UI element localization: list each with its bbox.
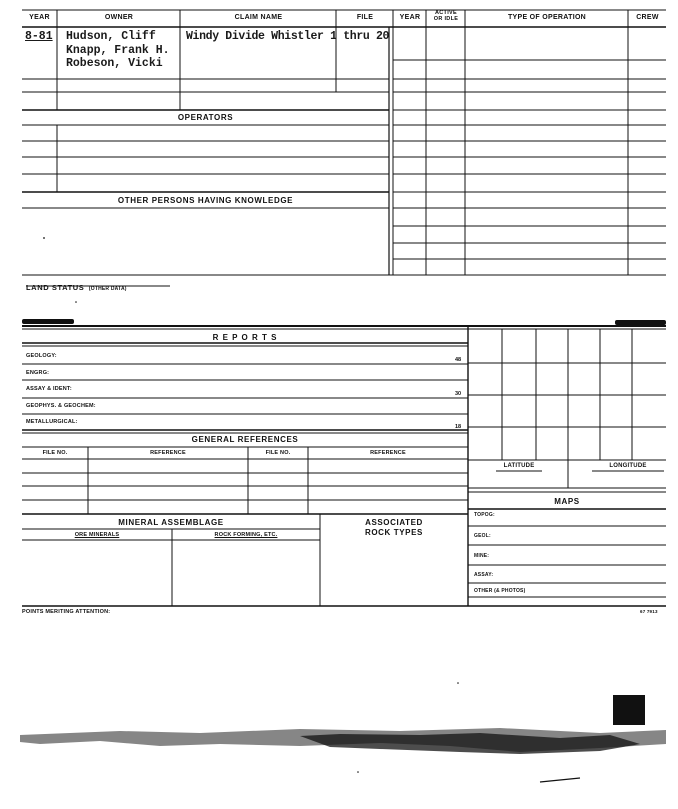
reports-heading: R E P O R T S [212, 333, 278, 342]
general-references-heading: GENERAL REFERENCES [191, 435, 299, 444]
longitude-label: LONGITUDE [609, 463, 647, 469]
gr-file-no-1: FILE NO. [42, 450, 68, 456]
form-number: 67 7913 [640, 609, 658, 614]
header-crew: CREW [636, 14, 659, 21]
land-status-heading [26, 277, 127, 295]
gr-reference-1: REFERENCE [150, 450, 186, 456]
latitude-label: LATITUDE [503, 463, 535, 469]
maps-mine-label: MINE: [474, 553, 490, 559]
header-year: YEAR [29, 14, 50, 21]
maps-topog-label: TOPOG: [474, 512, 495, 518]
header-type-of-operation: TYPE OF OPERATION [507, 14, 587, 21]
land-status-sublabel: (OTHER DATA) [88, 286, 127, 292]
points-meriting-attention-label: POINTS MERITING ATTENTION: [22, 609, 111, 615]
maps-other-label: OTHER (& PHOTOS) [474, 588, 526, 594]
header-owner: OWNER [104, 14, 134, 21]
header-file: FILE [356, 14, 374, 21]
operators-heading: OPERATORS [177, 113, 234, 122]
gr-file-no-2: FILE NO. [265, 450, 291, 456]
record-owner-1: Hudson, Cliff [66, 30, 156, 43]
mineral-assemblage-heading: MINERAL ASSEMBLAGE [118, 518, 224, 527]
record-owner-2: Knapp, Frank H. [66, 44, 170, 57]
ore-minerals-label: ORE MINERALS [74, 532, 120, 538]
report-geophys-label: GEOPHYS. & GEOCHEM: [26, 403, 96, 409]
other-persons-heading: OTHER PERSONS HAVING KNOWLEDGE [117, 196, 294, 205]
rock-forming-label: ROCK FORMING, ETC. [214, 532, 278, 538]
associated-label: ASSOCIATED [365, 518, 423, 527]
report-metallurgical-label: METALLURGICAL: [26, 419, 78, 425]
gr-reference-2: REFERENCE [370, 450, 406, 456]
maps-heading: MAPS [554, 497, 580, 506]
land-status-label: LAND STATUS [26, 283, 85, 292]
header-claim-name: CLAIM NAME [234, 14, 283, 21]
report-geology-label: GEOLOGY: [26, 353, 57, 359]
header-year-2: YEAR [399, 14, 421, 21]
maps-geol-label: GEOL: [474, 533, 491, 539]
header-active-or-idle: ACTIVE OR IDLE [433, 10, 459, 22]
record-year: 8-81 [25, 30, 53, 43]
report-metallurgical-num: 18 [455, 424, 462, 430]
report-geology-num: 48 [455, 357, 462, 363]
report-engrg-label: ENGRG: [26, 370, 50, 376]
maps-assay-label: ASSAY: [474, 572, 494, 578]
record-owner-3: Robeson, Vicki [66, 57, 163, 70]
record-claim-name: Windy Divide Whistler 1 thru 20 [186, 30, 390, 43]
rock-types-label: ROCK TYPES [364, 528, 423, 537]
report-assay-label: ASSAY & IDENT: [26, 386, 72, 392]
report-assay-num: 30 [455, 391, 462, 397]
